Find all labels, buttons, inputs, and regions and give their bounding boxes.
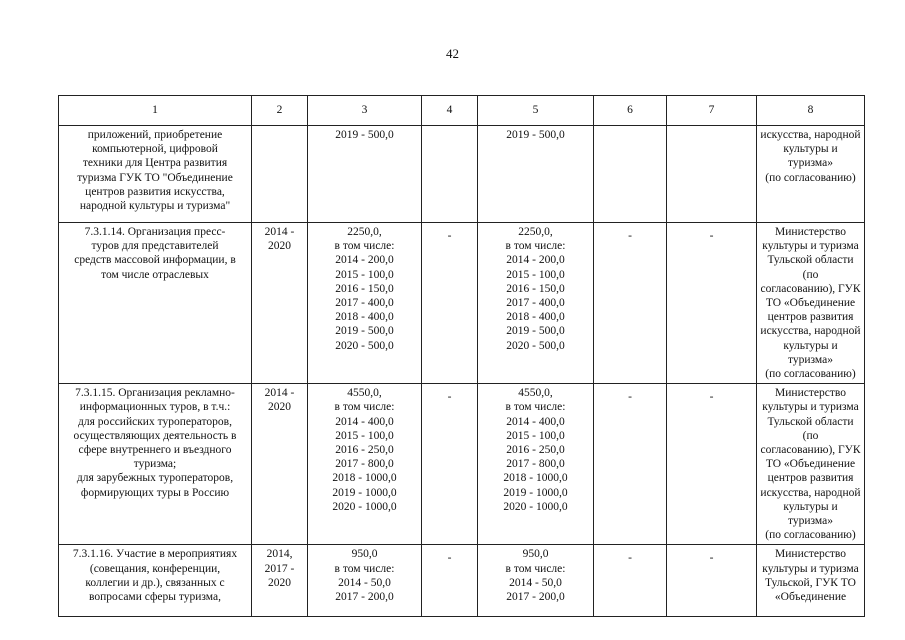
header-col-2: 2	[252, 96, 308, 126]
header-col-6: 6	[594, 96, 667, 126]
col7-cell	[667, 126, 757, 223]
executor-cell: Министерство культуры и туризма Тульской области (по согласованию), ГУК ТО «Объединение центров развития искусства, народной культуры и туризма» (по согласованию)	[757, 223, 865, 384]
col5-cell: 2250,0, в том числе: 2014 - 200,0 2015 - 100,0 2016 - 150,0 2017 - 400,0 2018 - 400,0 2019 - 500,0 2020 - 500,0	[478, 223, 594, 384]
col6-cell: -	[594, 545, 667, 617]
executor-cell: Министерство культуры и туризма Тульской, ГУК ТО «Объединение	[757, 545, 865, 617]
page-number: 42	[446, 46, 459, 61]
col5-cell: 950,0 в том числе: 2014 - 50,0 2017 - 200,0	[478, 545, 594, 617]
header-col-5: 5	[478, 96, 594, 126]
col7-cell: -	[667, 223, 757, 384]
years-cell: 2014 - 2020	[252, 223, 308, 384]
col6-cell: -	[594, 384, 667, 545]
col7-cell: -	[667, 384, 757, 545]
program-table	[58, 95, 865, 617]
col7-cell: -	[667, 545, 757, 617]
years-cell: 2014, 2017 - 2020	[252, 545, 308, 617]
col5-cell: 2019 - 500,0	[478, 126, 594, 223]
col4-cell: -	[422, 384, 478, 545]
col4-cell	[422, 126, 478, 223]
col5-cell: 4550,0, в том числе: 2014 - 400,0 2015 - 100,0 2016 - 250,0 2017 - 800,0 2018 - 1000,0 2019 - 1000,0 2020 - 1000,0	[478, 384, 594, 545]
table-row	[59, 384, 865, 545]
col6-cell: -	[594, 223, 667, 384]
header-col-1: 1	[59, 96, 252, 126]
col6-cell	[594, 126, 667, 223]
total-cell: 2019 - 500,0	[308, 126, 422, 223]
total-cell: 4550,0, в том числе: 2014 - 400,0 2015 - 100,0 2016 - 250,0 2017 - 800,0 2018 - 1000,0 2019 - 1000,0 2020 - 1000,0	[308, 384, 422, 545]
measure-cell: 7.3.1.16. Участие в мероприятиях (совещания, конференции, коллегии и др.), связанных с вопросами сферы туризма,	[59, 545, 252, 617]
measure-cell: 7.3.1.15. Организация рекламно- информационных туров, в т.ч.: для российских туроператоров, осуществляющих деятельность в сфере внутреннего и въездного туризма; для зарубежных туроператоров, формирующих туры в Россию	[59, 384, 252, 545]
measure-cell: приложений, приобретение компьютерной, цифровой техники для Центра развития туризма ГУК ТО "Объединение центров развития искусства, народной культуры и туризма"	[59, 126, 252, 223]
col4-cell: -	[422, 545, 478, 617]
table-row	[59, 223, 865, 384]
total-cell: 950,0 в том числе: 2014 - 50,0 2017 - 200,0	[308, 545, 422, 617]
table-row	[59, 126, 865, 223]
executor-cell: Министерство культуры и туризма Тульской области (по согласованию), ГУК ТО «Объединение центров развития искусства, народной культуры и туризма» (по согласованию)	[757, 384, 865, 545]
total-cell: 2250,0, в том числе: 2014 - 200,0 2015 - 100,0 2016 - 150,0 2017 - 400,0 2018 - 400,0 2019 - 500,0 2020 - 500,0	[308, 223, 422, 384]
measure-cell: 7.3.1.14. Организация пресс- туров для представителей средств массовой информации, в том числе отраслевых	[59, 223, 252, 384]
header-row	[59, 96, 865, 126]
header-col-8: 8	[757, 96, 865, 126]
col4-cell: -	[422, 223, 478, 384]
executor-cell: искусства, народной культуры и туризма» (по согласованию)	[757, 126, 865, 223]
header-col-4: 4	[422, 96, 478, 126]
header-col-7: 7	[667, 96, 757, 126]
header-col-3: 3	[308, 96, 422, 126]
years-cell: 2014 - 2020	[252, 384, 308, 545]
years-cell	[252, 126, 308, 223]
table-row	[59, 545, 865, 617]
